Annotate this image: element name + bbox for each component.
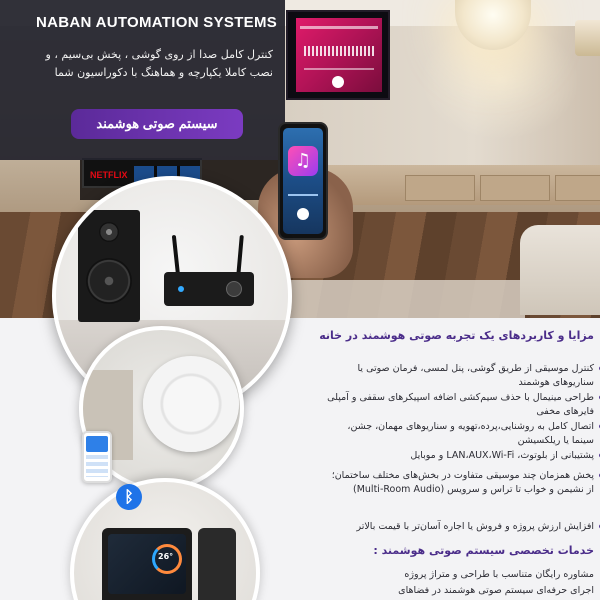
tv-progress-bar xyxy=(304,68,374,70)
wall-lamp xyxy=(575,20,600,56)
feature-item: ● پخش همزمان چند موسیقی متفاوت در بخش‌های مختلف ساختمان؛ از نشیمن و خواب تا تراس و سرویس (Multi-Room Audio) xyxy=(324,469,594,497)
amplifier-antenna xyxy=(172,235,180,277)
smartphone xyxy=(278,122,328,240)
tv xyxy=(286,10,390,100)
console-drawer xyxy=(405,175,475,201)
console-drawer xyxy=(480,175,550,201)
speaker-woofer xyxy=(86,258,132,304)
tagline-line-1: کنترل کامل صدا از روی گوشی ، پخش بی‌سیم ، و xyxy=(45,48,273,61)
wall-switch xyxy=(198,528,236,600)
tv-waveform xyxy=(304,46,374,56)
touch-panel xyxy=(102,528,192,600)
music-note-icon: ♫ xyxy=(288,146,318,176)
feature-item: ● اتصال کامل به روشنایی،پرده،تهویه و سناریوهای مهمان، جشن، سینما یا ریلکسیشن xyxy=(324,420,594,448)
bookshelf-speaker xyxy=(78,210,140,322)
tagline-line-2: نصب کاملا یکپارچه و هماهنگ با دکوراسیون شما xyxy=(54,66,273,79)
brand-title: NABAN AUTOMATION SYSTEMS xyxy=(36,14,278,31)
service-item: مشاوره رایگان متناسب با طراحی و متراژ پروژه xyxy=(404,569,594,580)
bluetooth-icon: ᛒ xyxy=(116,484,142,510)
smart-panel-photo xyxy=(70,478,260,600)
phone-play-icon xyxy=(297,208,309,220)
feature-item: ● پشتیبانی از بلوتوث، LAN،AUX،Wi-Fi و موبایل xyxy=(324,449,594,463)
phone-progress-bar xyxy=(288,194,318,196)
phone-music-app xyxy=(283,128,323,234)
tv-music-screen xyxy=(296,18,382,92)
amplifier-led xyxy=(178,286,184,292)
panel-temperature: 26° xyxy=(158,552,174,561)
console-drawer xyxy=(555,175,600,201)
amplifier-knob xyxy=(226,281,242,297)
feature-item: ● افزایش ارزش پروژه و فروش یا اجاره آسان‌تر با قیمت بالاتر xyxy=(324,520,594,534)
amplifier-antenna xyxy=(236,235,244,277)
smart-audio-button[interactable]: سیستم صوتی هوشمند xyxy=(71,109,243,139)
ceiling-speaker xyxy=(143,356,239,452)
service-item: اجرای حرفه‌ای سیستم صوتی هوشمند در فضاهای xyxy=(398,585,594,596)
mini-phone xyxy=(82,431,112,483)
tv-brand-label: NETFLIX xyxy=(90,170,128,180)
wifi-amplifier xyxy=(164,272,254,306)
touch-panel-screen xyxy=(108,534,186,594)
tv-track-title xyxy=(300,26,378,29)
feature-item: ● کنترل موسیقی از طریق گوشی، پنل لمسی، فرمان صوتی یا سناریوهای هوشمند xyxy=(324,362,594,390)
tv-play-icon xyxy=(332,76,344,88)
mini-phone-header xyxy=(86,436,108,452)
feature-item: ● طراحی مینیمال با حذف سیم‌کشی اضافه اسپیکرهای سقفی و آمپلی فایرهای مخفی xyxy=(324,391,594,419)
sofa xyxy=(520,225,600,315)
services-title: خدمات تخصصی سیستم صوتی هوشمند : xyxy=(373,544,594,557)
speaker-tweeter xyxy=(99,222,119,242)
features-title: مزایا و کاربردهای یک تجربه صوتی هوشمند در خانه xyxy=(319,329,594,342)
header-card xyxy=(0,0,285,160)
rug xyxy=(285,280,525,318)
mini-phone-list xyxy=(86,455,108,477)
